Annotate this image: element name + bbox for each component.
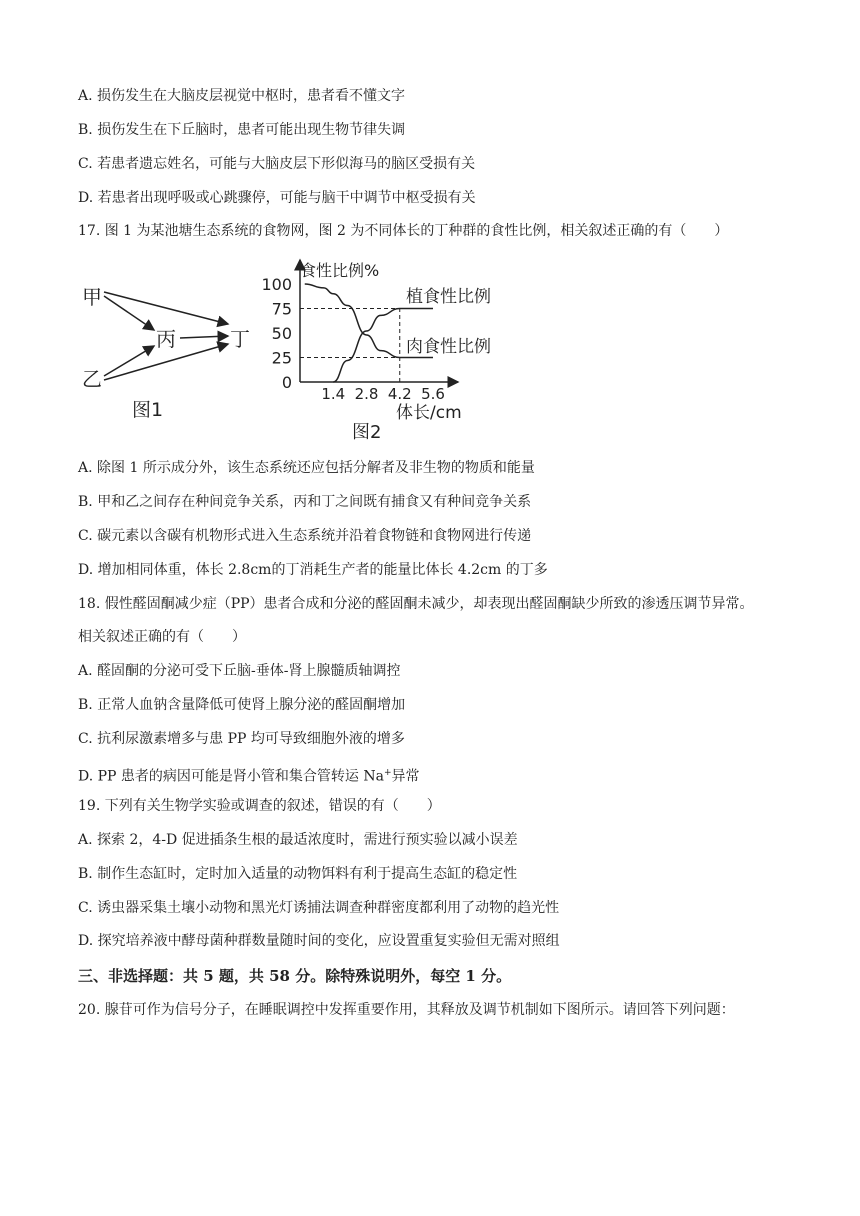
q17-figure [78, 252, 538, 448]
q19-option-c: C. 诱虫器采集土壤小动物和黑光灯诱捕法调查种群密度都利用了动物的趋光性 [78, 900, 560, 916]
y-tick-label: 0 [281, 373, 292, 392]
figure-svg [78, 252, 538, 448]
q19-stem: 19. 下列有关生物学实验或调查的叙述，错误的有（ ） [78, 798, 441, 814]
x-axis-label: 体长/cm [396, 403, 462, 423]
q19-option-b: B. 制作生态缸时，定时加入适量的动物饵料有利于提高生态缸的稳定性 [78, 866, 518, 882]
fig2-caption: 图2 [352, 422, 382, 443]
q18-stem-line2: 相关叙述正确的有（ ） [78, 629, 246, 645]
y-tick-label: 100 [261, 275, 292, 294]
diet-ratio-chart [261, 260, 491, 443]
series-label-herbivory: 植食性比例 [406, 287, 491, 307]
y-axis-label: 食性比例% [300, 261, 380, 280]
series-label-carnivory: 肉食性比例 [406, 337, 491, 357]
arrow-yi-bing [104, 346, 154, 376]
x-tick-label: 4.2 [387, 385, 412, 403]
arrow-jia-bing [104, 296, 154, 330]
node-yi: 乙 [82, 367, 102, 391]
q19-option-d: D. 探究培养液中酵母菌种群数量随时间的变化，应设置重复实验但无需对照组 [78, 933, 560, 949]
x-tick-label: 2.8 [354, 385, 379, 403]
fig1-caption: 图1 [132, 399, 164, 421]
y-tick-label: 50 [271, 324, 292, 343]
node-bing: 丙 [156, 327, 176, 351]
q18-option-d [78, 763, 420, 787]
q19-option-a: A. 探索 2，4-D 促进插条生根的最适浓度时，需进行预实验以减小误差 [78, 832, 518, 848]
node-ding: 丁 [230, 327, 250, 351]
food-web-diagram [82, 285, 250, 421]
arrow-bing-ding [180, 336, 228, 338]
q17-option-b: B. 甲和乙之间存在种间竞争关系，丙和丁之间既有捕食又有种间竞争关系 [78, 494, 532, 510]
q18-option-d-text: D. PP 患者的病因可能是肾小管和集合管转运 Na [78, 768, 384, 785]
q17-stem: 17. 图 1 为某池塘生态系统的食物网，图 2 为不同体长的丁种群的食性比例，相关叙述正确的有（ ） [78, 223, 729, 239]
q18-option-a: A. 醛固酮的分泌可受下丘脑-垂体-肾上腺髓质轴调控 [78, 663, 401, 679]
q16-option-d: D. 若患者出现呼吸或心跳骤停，可能与脑干中调节中枢受损有关 [78, 190, 476, 206]
section-three-heading: 三、非选择题：共 5 题，共 58 分。除特殊说明外，每空 1 分。 [78, 967, 512, 985]
q18-option-d-end: 异常 [391, 768, 420, 785]
q16-option-b: B. 损伤发生在下丘脑时，患者可能出现生物节律失调 [78, 122, 406, 138]
x-tick-label: 1.4 [321, 385, 346, 403]
q16-option-a: A. 损伤发生在大脑皮层视觉中枢时，患者看不懂文字 [78, 88, 406, 104]
q18-option-d-sup: + [383, 768, 392, 778]
q18-option-b: B. 正常人血钠含量降低可使肾上腺分泌的醛固酮增加 [78, 697, 406, 713]
q20-stem: 20. 腺苷可作为信号分子，在睡眠调控中发挥重要作用，其释放及调节机制如下图所示。请回答下列问题： [78, 1002, 735, 1018]
q17-option-d: D. 增加相同体重，体长 2.8cm的丁消耗生产者的能量比体长 4.2cm 的丁多 [78, 562, 548, 578]
y-tick-label: 75 [271, 299, 292, 319]
y-tick-label: 25 [271, 348, 292, 368]
q18-stem-line1: 18. 假性醛固酮减少症（PP）患者合成和分泌的醛固酮未减少，却表现出醛固酮缺少所致的渗透压调节异常。 [78, 596, 754, 612]
node-jia: 甲 [82, 285, 102, 309]
q17-option-a: A. 除图 1 所示成分外，该生态系统还应包括分解者及非生物的物质和能量 [78, 460, 535, 476]
q16-option-c: C. 若患者遗忘姓名，可能与大脑皮层下形似海马的脑区受损有关 [78, 156, 476, 172]
q17-option-c: C. 碳元素以含碳有机物形式进入生态系统并沿着食物链和食物网进行传递 [78, 528, 532, 544]
x-tick-label: 5.6 [421, 385, 445, 403]
q18-option-c: C. 抗利尿激素增多与患 PP 均可导致细胞外液的增多 [78, 731, 405, 747]
